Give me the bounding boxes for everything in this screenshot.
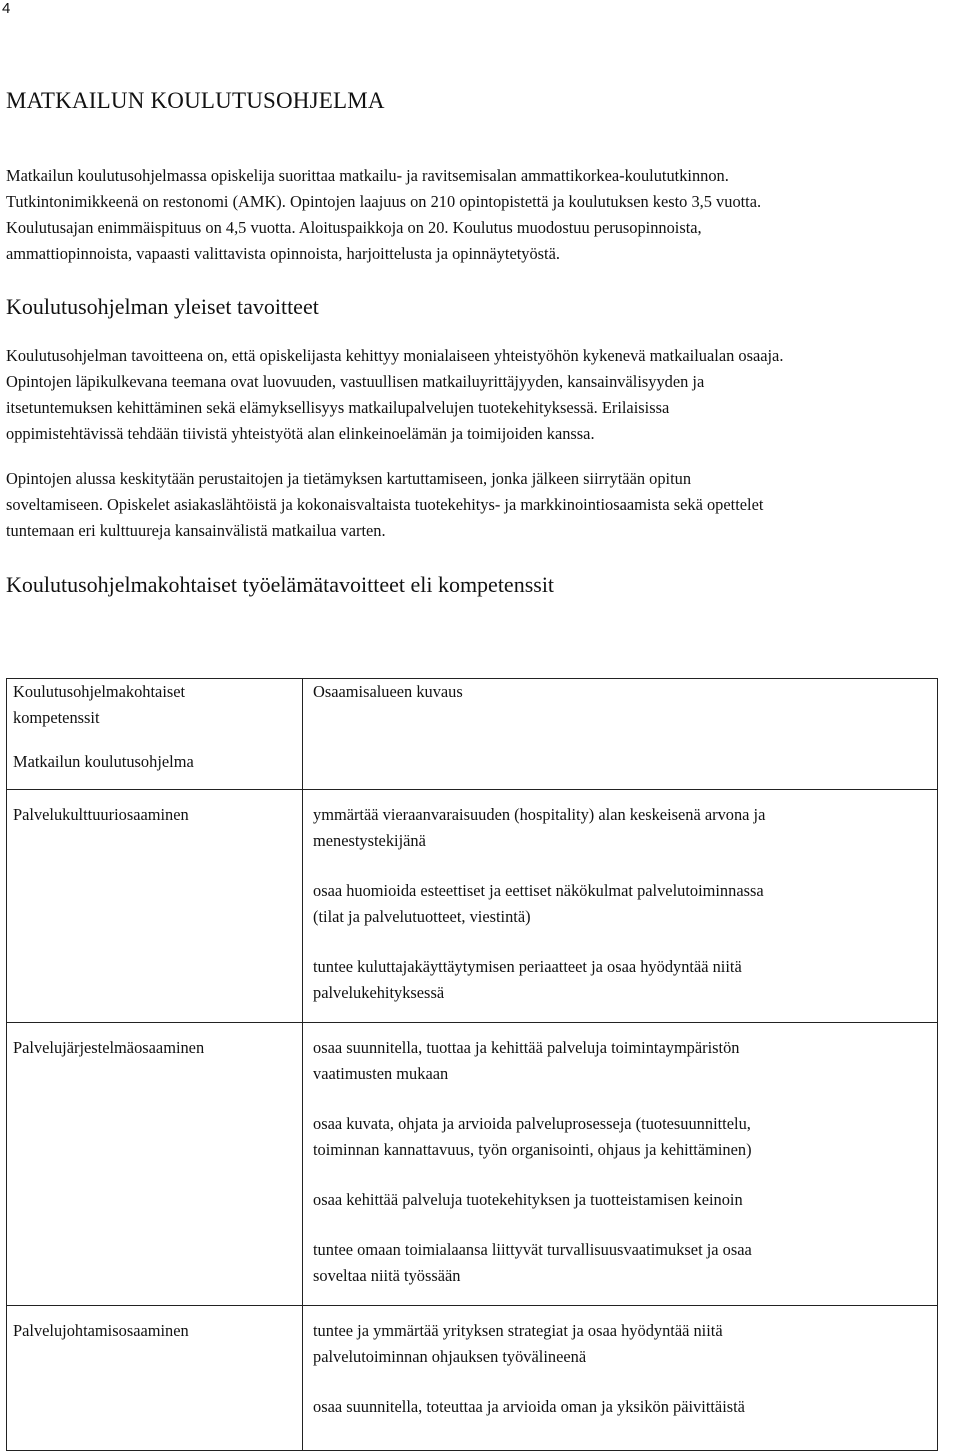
competences-heading: Koulutusohjelmakohtaiset työelämätavoitteet eli kompetenssit [6, 572, 555, 597]
goals-paragraph-1 [6, 343, 956, 447]
header-left-line: Matkailun koulutusohjelma [13, 752, 194, 771]
header-left-line: kompetenssit [13, 708, 100, 727]
competence-description-cell [303, 790, 938, 1023]
document-title: MATKAILUN KOULUTUSOHJELMA [6, 88, 385, 113]
description-item [313, 878, 931, 930]
goals-line: Opintojen alussa keskitytään perustaitojen ja tietämyksen kartuttamiseen, jonka jälkeen siirrytään opitun [6, 469, 692, 488]
description-line: palvelukehityksessä [313, 983, 445, 1002]
intro-line: Tutkintonimikkeenä on restonomi (AMK). Opintojen laajuus on 210 opintopistettä ja koulutuksen kesto 3,5 vuotta. [6, 192, 762, 211]
description-line: soveltaa niitä työssään [313, 1266, 461, 1285]
goals-line: Opintojen läpikulkevana teemana ovat luovuuden, vastuullisen matkailuyrittäjyyden, kansainvälisyyden ja [6, 372, 705, 391]
description-line: tuntee ja ymmärtää yrityksen strategiat ja osaa hyödyntää niitä [313, 1321, 723, 1340]
description-line: menestystekijänä [313, 831, 426, 850]
description-line: osaa suunnitella, toteuttaa ja arvioida oman ja yksikön päivittäistä [313, 1397, 745, 1416]
intro-line: Koulutusajan enimmäispituus on 4,5 vuotta. Aloituspaikkoja on 20. Koulutus muodostuu perusopinnoista, [6, 218, 702, 237]
description-item [313, 1237, 931, 1289]
intro-line: ammattiopinnoista, vapaasti valittavista opinnoista, harjoittelusta ja opinnäytetyöstä. [6, 244, 560, 263]
table-header-row [7, 679, 938, 790]
goals-line: itsetuntemuksen kehittäminen sekä elämyksellisyys matkailupalvelujen tuotekehityksessä. Erilaisissa [6, 398, 670, 417]
description-line: palvelutoiminnan ohjauksen työvälineenä [313, 1347, 587, 1366]
description-item [313, 1187, 931, 1213]
competence-name-cell [7, 1023, 303, 1306]
goals-line: soveltamiseen. Opiskelet asiakaslähtöistä ja kokonaisvaltaista tuotekehitys- ja markkinointiosaamista sekä opettelet [6, 495, 764, 514]
page-number: 4 [2, 0, 11, 17]
description-item [313, 954, 931, 1006]
header-right-label: Osaamisalueen kuvaus [313, 682, 463, 701]
competence-name: Palvelujohtamisosaaminen [13, 1321, 189, 1340]
description-item [313, 802, 931, 854]
table-row [7, 790, 938, 1023]
description-line: osaa kuvata, ohjata ja arvioida palveluprosesseja (tuotesuunnittelu, [313, 1114, 751, 1133]
competence-name-cell [7, 1306, 303, 1451]
goals-line: tuntemaan eri kulttuureja kansainvälistä matkailua varten. [6, 521, 386, 540]
competence-description-cell [303, 1306, 938, 1451]
description-line: tuntee omaan toimialaansa liittyvät turvallisuusvaatimukset ja osaa [313, 1240, 752, 1259]
competence-name: Palvelukulttuuriosaaminen [13, 805, 189, 824]
intro-line: Matkailun koulutusohjelmassa opiskelija suorittaa matkailu- ja ravitsemisalan ammattikorkea-koulututkinnon. [6, 166, 729, 185]
header-right-cell [303, 679, 938, 790]
competence-name-cell [7, 790, 303, 1023]
description-line: osaa suunnitella, tuottaa ja kehittää palveluja toimintaympäristön [313, 1038, 740, 1057]
goals-heading: Koulutusohjelman yleiset tavoitteet [6, 294, 319, 319]
intro-paragraph [6, 163, 956, 267]
table-row [7, 1306, 938, 1451]
table-row [7, 1023, 938, 1306]
header-left-cell [7, 679, 303, 790]
header-left-line: Koulutusohjelmakohtaiset [13, 682, 186, 701]
competence-description-cell [303, 1023, 938, 1306]
description-item [313, 1035, 931, 1087]
goals-line: oppimistehtävissä tehdään tiivistä yhteistyötä alan elinkeinoelämän ja toimijoiden kanssa. [6, 424, 595, 443]
competences-table [6, 678, 938, 1451]
competence-name: Palvelujärjestelmäosaaminen [13, 1038, 205, 1057]
description-line: toiminnan kannattavuus, työn organisointi, ohjaus ja kehittäminen) [313, 1140, 752, 1159]
goals-paragraph-2 [6, 466, 956, 544]
description-line: osaa huomioida esteettiset ja eettiset näkökulmat palvelutoiminnassa [313, 881, 764, 900]
description-line: osaa kehittää palveluja tuotekehityksen ja tuotteistamisen keinoin [313, 1190, 743, 1209]
description-line: (tilat ja palvelutuotteet, viestintä) [313, 907, 531, 926]
description-item [313, 1111, 931, 1163]
description-line: ymmärtää vieraanvaraisuuden (hospitality) alan keskeisenä arvona ja [313, 805, 766, 824]
description-item [313, 1318, 931, 1370]
description-item [313, 1394, 931, 1420]
description-line: vaatimusten mukaan [313, 1064, 449, 1083]
description-line: tuntee kuluttajakäyttäytymisen periaatteet ja osaa hyödyntää niitä [313, 957, 742, 976]
goals-line: Koulutusohjelman tavoitteena on, että opiskelijasta kehittyy monialaiseen yhteistyöhön kykenevä matkailualan osaaja. [6, 346, 784, 365]
